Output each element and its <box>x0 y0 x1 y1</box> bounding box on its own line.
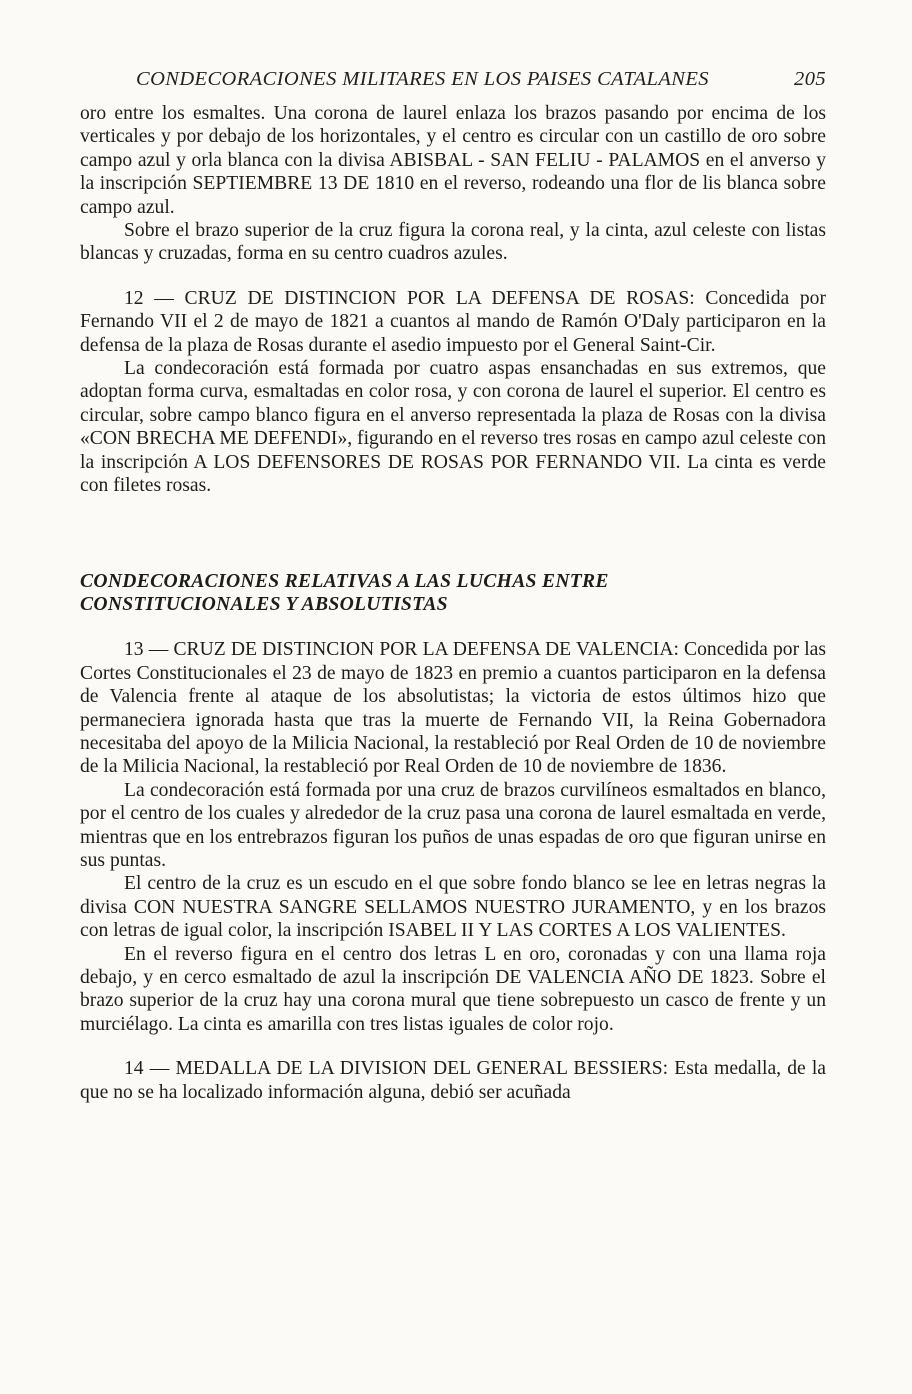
paragraph-entry-13: 13 — CRUZ DE DISTINCION POR LA DEFENSA DE VALENCIA: Concedida por las Cortes Constitucionales el 23 de mayo de 1823 en premio a cuantos participaron en la defensa de Valencia frente al ataque de los absolutistas; la victoria de estos últimos hizo que permaneciera ignorada hasta que tras la muerte de Fernando VII, la Reina Gobernadora necesitaba del apoyo de la Milicia Nacional, la restableció por Real Orden de 10 de noviembre de la Milicia Nacional, la restableció por Real Orden de 10 de noviembre de 1836. <box>80 639 826 778</box>
section-heading <box>80 570 826 617</box>
paragraph: Sobre el brazo superior de la cruz figura la corona real, y la cinta, azul celeste con listas blancas y cruzadas, forma en su centro cuadros azules. <box>80 220 826 265</box>
running-head <box>80 68 826 102</box>
running-title: CONDECORACIONES MILITARES EN LOS PAISES CATALANES <box>136 68 709 90</box>
paragraph: La condecoración está formada por una cruz de brazos curvilíneos esmaltados en blanco, por el centro de los cuales y alrededor de la cruz pasa una corona de laurel esmaltada en verde, mientras que en los entrebrazos figuran los puños de unas espadas de oro que figuran unirse en sus puntas. <box>80 779 826 871</box>
section-heading-line: CONSTITUCIONALES Y ABSOLUTISTAS <box>80 593 448 615</box>
page-number: 205 <box>794 68 826 90</box>
section-heading-line: CONDECORACIONES RELATIVAS A LAS LUCHAS ENTRE <box>80 570 609 592</box>
paragraph: oro entre los esmaltes. Una corona de laurel enlaza los brazos pasando por encima de los verticales y por debajo de los horizontales, y el centro es circular con un castillo de oro sobre campo azul y orla blanca con la divisa ABISBAL - SAN FELIU - PALAMOS en el anverso y la inscripción SEPTIEMBRE 13 DE 1810 en el reverso, rodeando una flor de lis blanca sobre campo azul. <box>80 103 826 218</box>
paragraph: En el reverso figura en el centro dos letras L en oro, coronadas y con una llama roja debajo, y en cerco esmaltado de azul la inscripción DE VALENCIA AÑO DE 1823. Sobre el brazo superior de la cruz hay una corona mural que tiene sobrepuesto un casco de frente y un murciélago. La cinta es amarilla con tres listas iguales de color rojo. <box>80 943 826 1035</box>
page <box>80 68 826 1104</box>
paragraph-entry-14: 14 — MEDALLA DE LA DIVISION DEL GENERAL BESSIERS: Esta medalla, de la que no se ha localizado información alguna, debió ser acuñada <box>80 1058 826 1103</box>
paragraph: El centro de la cruz es un escudo en el que sobre fondo blanco se lee en letras negras la divisa CON NUESTRA SANGRE SELLAMOS NUESTRO JURAMENTO, y en los brazos con letras de igual color, la inscripción ISABEL II Y LAS CORTES A LOS VALIENTES. <box>80 873 826 942</box>
paragraph: La condecoración está formada por cuatro aspas ensanchadas en sus extremos, que adoptan forma curva, esmaltadas en color rosa, y con corona de laurel el superior. El centro es circular, sobre campo blanco figura en el anverso representada la plaza de Rosas con la divisa «CON BRECHA ME DEFENDI», figurando en el reverso tres rosas en campo azul celeste con la inscripción A LOS DEFENSORES DE ROSAS POR FERNANDO VII. La cinta es verde con filetes rosas. <box>80 358 827 497</box>
paragraph-entry-12: 12 — CRUZ DE DISTINCION POR LA DEFENSA DE ROSAS: Concedida por Fernando VII el 2 de mayo de 1821 a cuantos al mando de Ramón O'Daly participaron en la defensa de la plaza de Rosas durante el asedio impuesto por el General Saint-Cir. <box>80 287 826 356</box>
main-text <box>80 102 826 1104</box>
